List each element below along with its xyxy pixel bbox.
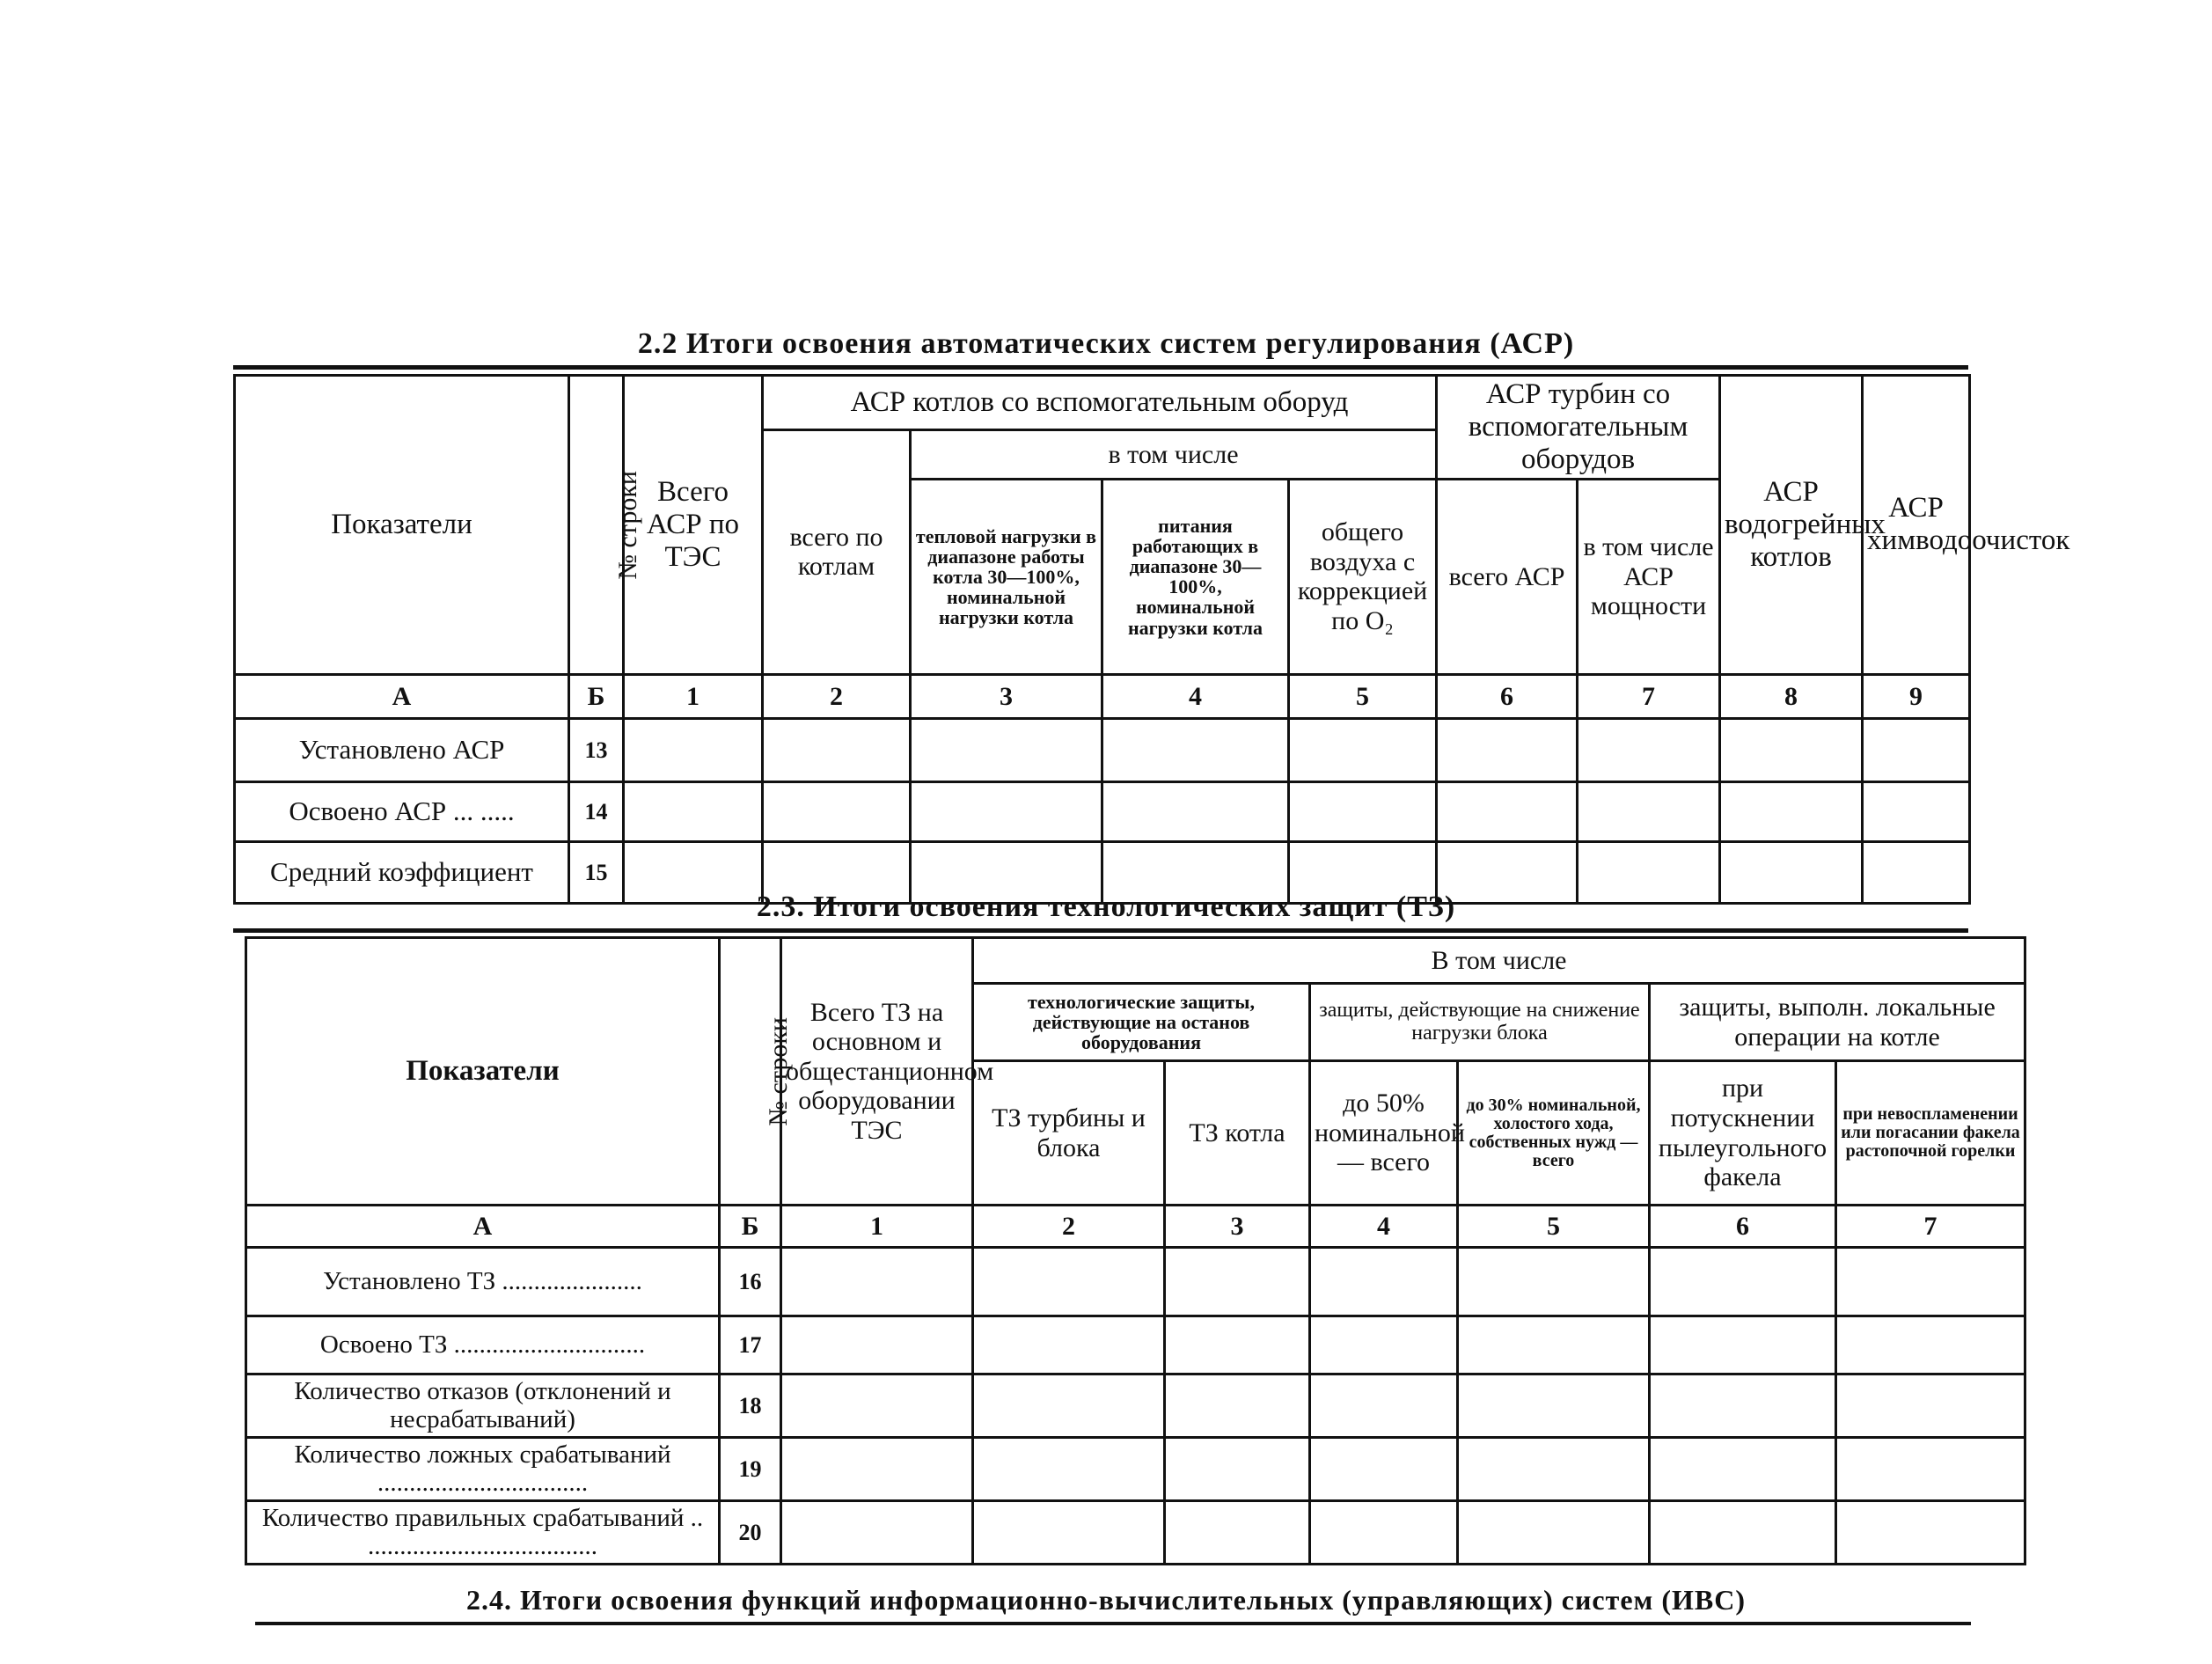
header-tz-boiler: ТЗ котла: [1165, 1061, 1310, 1206]
header-boilers-total: всего по котлам: [763, 430, 911, 675]
input-cell[interactable]: [973, 1248, 1165, 1316]
row-number: 18: [720, 1374, 781, 1438]
input-cell[interactable]: [973, 1437, 1165, 1500]
index-a: А: [235, 674, 569, 718]
header-to30: до 30% номинальной, холостого хода, собственных нужд — всего: [1458, 1061, 1650, 1206]
header-boilers-group: АСР котлов со вспомогательным оборуд: [763, 376, 1437, 430]
index-5: 5: [1458, 1206, 1650, 1248]
index-5: 5: [1289, 674, 1437, 718]
table-row: [235, 781, 1970, 841]
input-cell[interactable]: [1836, 1500, 2025, 1564]
row-number: 15: [569, 841, 624, 903]
input-cell[interactable]: [1458, 1374, 1650, 1438]
header-incl: В том числе: [973, 938, 2025, 984]
table-row: [246, 1248, 2025, 1316]
input-cell[interactable]: [763, 781, 911, 841]
index-9: 9: [1863, 674, 1970, 718]
input-cell[interactable]: [1836, 1248, 2025, 1316]
header-row-no: № строки: [569, 376, 624, 675]
input-cell[interactable]: [973, 1316, 1165, 1374]
tz-table: [245, 936, 2026, 1565]
table-row: [246, 1500, 2025, 1564]
input-cell[interactable]: [1650, 1437, 1836, 1500]
input-cell[interactable]: [1165, 1248, 1310, 1316]
header-feed: питания работающих в диапазоне 30—100%, номинальной нагрузки котла: [1102, 479, 1289, 674]
input-cell[interactable]: [973, 1500, 1165, 1564]
input-cell[interactable]: [1310, 1316, 1458, 1374]
index-6: 6: [1437, 674, 1578, 718]
input-cell[interactable]: [781, 1374, 973, 1438]
section-23-top-rule: [233, 928, 1968, 933]
header-to50: до 50% номинальной — всего: [1310, 1061, 1458, 1206]
input-cell[interactable]: [1863, 781, 1970, 841]
input-cell[interactable]: [1289, 718, 1437, 781]
input-cell[interactable]: [1310, 1374, 1458, 1438]
input-cell[interactable]: [1437, 781, 1578, 841]
input-cell[interactable]: [1102, 781, 1289, 841]
input-cell[interactable]: [1458, 1248, 1650, 1316]
header-air-o2: общего воздуха с коррекцией по O₂: [1289, 479, 1437, 674]
row-label: Количество отказов (отклонений и несрабатываний): [246, 1374, 720, 1438]
section-23-title: 2.3. Итоги освоения технологических защит (ТЗ): [756, 891, 1456, 923]
header-chem: АСР химводоочисток: [1863, 376, 1970, 675]
input-cell[interactable]: [624, 781, 763, 841]
header-heat-load: тепловой нагрузки в диапазоне работы котла 30—100%, номинальной нагрузки котла: [911, 479, 1102, 674]
input-cell[interactable]: [973, 1374, 1165, 1438]
index-4: 4: [1310, 1206, 1458, 1248]
input-cell[interactable]: [1720, 781, 1863, 841]
input-cell[interactable]: [911, 718, 1102, 781]
index-3: 3: [911, 674, 1102, 718]
input-cell[interactable]: [1863, 718, 1970, 781]
row-label: Средний коэффициент: [235, 841, 569, 903]
table-row: [246, 1374, 2025, 1438]
input-cell[interactable]: [1836, 1437, 2025, 1500]
index-4: 4: [1102, 674, 1289, 718]
input-cell[interactable]: [781, 1500, 973, 1564]
row-label: Количество ложных срабатываний .................................: [246, 1437, 720, 1500]
header-total-tes: Всего АСР по ТЭС: [624, 376, 763, 675]
index-8: 8: [1720, 674, 1863, 718]
index-b: Б: [569, 674, 624, 718]
input-cell[interactable]: [1836, 1374, 2025, 1438]
input-cell[interactable]: [1437, 718, 1578, 781]
header-turbines-group: АСР турбин со вспомогательным оборудов: [1437, 376, 1720, 480]
row-number: 14: [569, 781, 624, 841]
row-label: Установлено АСР: [235, 718, 569, 781]
row-label: Количество правильных срабатываний .. ....................................: [246, 1500, 720, 1564]
row-number: 20: [720, 1500, 781, 1564]
header-indicators: Показатели: [246, 938, 720, 1206]
header-reduce-group: защиты, действующие на снижение нагрузки блока: [1310, 984, 1650, 1061]
input-cell[interactable]: [624, 718, 763, 781]
input-cell[interactable]: [1165, 1316, 1310, 1374]
input-cell[interactable]: [781, 1248, 973, 1316]
header-turb-total: всего АСР: [1437, 479, 1578, 674]
table-row: [246, 1437, 2025, 1500]
table-row: [246, 1316, 2025, 1374]
header-turb-power: в том числе АСР мощности: [1578, 479, 1720, 674]
index-2: 2: [763, 674, 911, 718]
input-cell[interactable]: [1165, 1500, 1310, 1564]
index-a: А: [246, 1206, 720, 1248]
row-number: 13: [569, 718, 624, 781]
header-water-boilers: АСР водогрейных котлов: [1720, 376, 1863, 675]
input-cell[interactable]: [1650, 1374, 1836, 1438]
header-local-group: защиты, выполн. локальные операции на котле: [1650, 984, 2025, 1061]
input-cell[interactable]: [1310, 1248, 1458, 1316]
input-cell[interactable]: [1102, 718, 1289, 781]
index-2: 2: [973, 1206, 1165, 1248]
input-cell[interactable]: [1458, 1437, 1650, 1500]
row-label: Освоено АСР ... .....: [235, 781, 569, 841]
index-1: 1: [781, 1206, 973, 1248]
table-row: [235, 718, 1970, 781]
header-flame: при потускнении пылеугольного факела: [1650, 1061, 1836, 1206]
row-number: 17: [720, 1316, 781, 1374]
index-7: 7: [1578, 674, 1720, 718]
input-cell[interactable]: [1458, 1316, 1650, 1374]
input-cell[interactable]: [763, 718, 911, 781]
section-22-title: 2.2 Итоги освоения автоматических систем регулирования (АСР): [637, 327, 1575, 360]
index-3: 3: [1165, 1206, 1310, 1248]
header-total: Всего ТЗ на основном и общестанционном оборудовании ТЭС: [781, 938, 973, 1206]
input-cell[interactable]: [1458, 1500, 1650, 1564]
input-cell[interactable]: [1836, 1316, 2025, 1374]
input-cell[interactable]: [1650, 1316, 1836, 1374]
input-cell[interactable]: [781, 1437, 973, 1500]
input-cell[interactable]: [1578, 718, 1720, 781]
index-7: 7: [1836, 1206, 2025, 1248]
header-incl: в том числе: [911, 430, 1437, 480]
input-cell[interactable]: [1165, 1374, 1310, 1438]
section-24-rule: [255, 1622, 1971, 1625]
index-1: 1: [624, 674, 763, 718]
input-cell[interactable]: [1310, 1437, 1458, 1500]
input-cell[interactable]: [1289, 781, 1437, 841]
index-b: Б: [720, 1206, 781, 1248]
input-cell[interactable]: [1165, 1437, 1310, 1500]
asr-table: [233, 374, 2070, 905]
input-cell[interactable]: [1578, 781, 1720, 841]
input-cell[interactable]: [1650, 1500, 1836, 1564]
input-cell[interactable]: [1310, 1500, 1458, 1564]
input-cell[interactable]: [1650, 1248, 1836, 1316]
header-stop-group: технологические защиты, действующие на останов оборудования: [973, 984, 1310, 1061]
header-burner: при невоспламенении или погасании факела растопочной горелки: [1836, 1061, 2025, 1206]
section-24-title: 2.4. Итоги освоения функций информационно-вычислительных (управляющих) систем (ИВС): [465, 1584, 1746, 1616]
input-cell[interactable]: [1720, 718, 1863, 781]
row-number: 19: [720, 1437, 781, 1500]
row-label: Освоено ТЗ ..............................: [246, 1316, 720, 1374]
row-number: 16: [720, 1248, 781, 1316]
header-indicators: Показатели: [235, 376, 569, 675]
section-22-top-rule: [233, 365, 1968, 370]
input-cell[interactable]: [911, 781, 1102, 841]
input-cell[interactable]: [781, 1316, 973, 1374]
row-label: Установлено ТЗ ......................: [246, 1248, 720, 1316]
header-tz-turbine: ТЗ турбины и блока: [973, 1061, 1165, 1206]
index-6: 6: [1650, 1206, 1836, 1248]
header-row-no: № строки: [720, 938, 781, 1206]
